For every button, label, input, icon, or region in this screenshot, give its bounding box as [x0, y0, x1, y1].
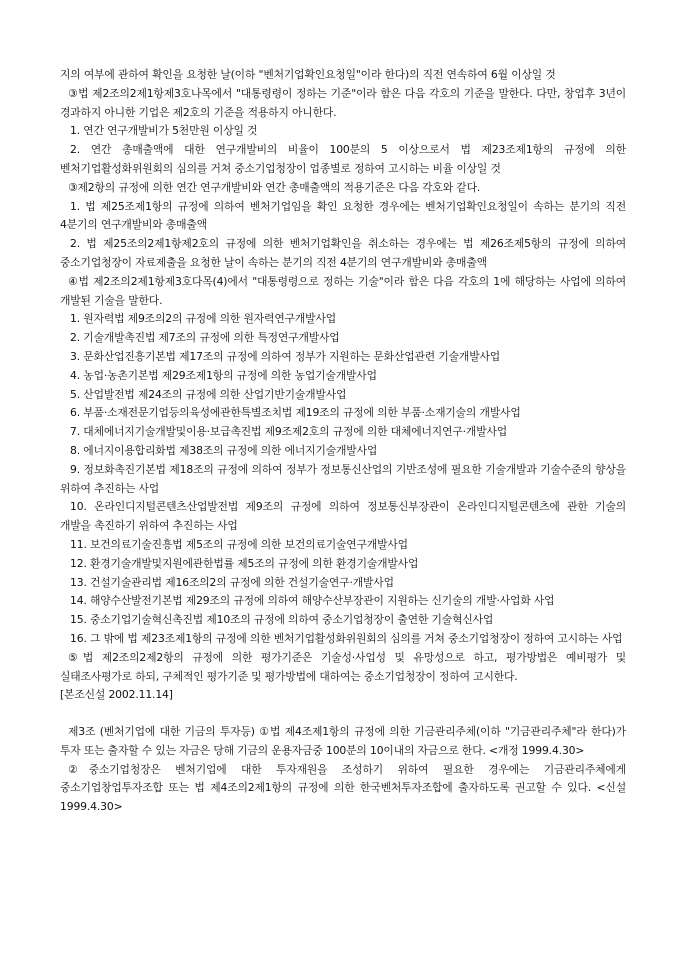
paragraph-p12: 4. 농업·농촌기본법 제29조제1항의 규정에 의한 농업기술개발사업 — [70, 368, 377, 382]
paragraph-p26: [본조신설 2002.11.14] — [60, 688, 173, 702]
paragraph-p18: 10. 온라인디지털콘텐츠산업발전법 제9조의 규정에 의하여 정보통신부장관이 온라인디지털콘텐츠에 관한 기술의 개발을 촉진하기 위하여 추진하는 사업 — [60, 500, 626, 533]
paragraph-p27: 제3조 (벤처기업에 대한 기금의 투자등) ①법 제4조제1항의 규정에 의한 기금관리주체(이하 "기금관리주체"라 한다)가 투자 또는 출자할 수 있는 자금은 당해 기금의 운용자금중 100분의 10이내의 자금으로 한다. <개정 1999.4.30> — [60, 725, 626, 757]
paragraph-p23: 15. 중소기업기술혁신촉진법 제10조의 규정에 의하여 중소기업청장이 출연한 기술혁신사업 — [70, 613, 494, 627]
paragraph-p04: 2. 연간 총매출액에 대한 연구개발비의 비율이 100분의 5 이상으로서 법 제23조제1항의 규정에 의한 벤처기업활성화위원회의 심의를 거쳐 중소기업청장이 업종별로 정하여 고시하는 비율 이상일 것 — [60, 143, 626, 175]
paragraph-p10: 2. 기술개발촉진법 제7조의 규정에 의한 특정연구개발사업 — [70, 331, 340, 345]
paragraph-p15: 7. 대체에너지기술개발및이용·보급촉진법 제9조제2호의 규정에 의한 대체에너지연구·개발사업 — [70, 425, 508, 439]
paragraph-p17: 9. 정보화촉진기본법 제18조의 규정에 의하여 정부가 정보통신산업의 기반조성에 필요한 기술개발과 기술수준의 향상을 위하여 추진하는 사업 — [60, 462, 626, 495]
paragraph-p21: 13. 건설기술관리법 제16조의2의 규정에 의한 건설기술연구·개발사업 — [70, 575, 394, 589]
document-body — [60, 66, 626, 817]
article-3-section — [60, 723, 626, 817]
paragraph-p22: 14. 해양수산발전기본법 제29조의 규정에 의하여 해양수산부장관이 지원하는 신기술의 개발·사업화 사업 — [70, 594, 555, 608]
article-2-section — [60, 66, 626, 705]
paragraph-p28: ②중소기업청장은 벤처기업에 대한 투자재원을 조성하기 위하여 필요한 경우에는 기금관리주체에게 중소기업창업투자조합 또는 법 제4조의2제1항의 규정에 의한 한국벤처투자조합에 출자하도록 권고할 수 있다. <신설 1999.4.30> — [60, 762, 626, 814]
paragraph-p19: 11. 보건의료기술진흥법 제5조의 규정에 의한 보건의료기술연구개발사업 — [70, 537, 408, 551]
paragraph-p06: 1. 법 제25조제1항의 규정에 의하여 벤처기업임을 확인 요청한 경우에는 벤처기업확인요청일이 속하는 분기의 직전 4분기의 연구개발비와 총매출액 — [60, 199, 626, 232]
paragraph-p02: ③법 제2조의2제1항제3호나목에서 "대통령령이 정하는 기준"이라 함은 다음 각호의 기준을 말한다. 다만, 창업후 3년이 경과하지 아니한 기업은 제2호의 기준을 적용하지 아니한다. — [60, 86, 626, 119]
paragraph-p07: 2. 법 제25조의2제1항제2호의 규정에 의한 벤처기업확인을 취소하는 경우에는 법 제26조제5항의 규정에 의하여 중소기업청장이 자료제출을 요청한 날이 속하는 분기의 직전 4분기의 연구개발비와 총매출액 — [60, 237, 626, 269]
paragraph-p25: ⑤법 제2조의2제2항의 규정에 의한 평가기준은 기술성·사업성 및 유망성으로 하고, 평가방법은 예비평가 및 실태조사평가로 하되, 구체적인 평가기준 및 평가방법에 대하여는 중소기업청장이 정하여 고시한다. — [60, 650, 626, 683]
paragraph-p16: 8. 에너지이용합리화법 제38조의 규정에 의한 에너지기술개발사업 — [70, 443, 378, 457]
paragraph-p09: 1. 원자력법 제9조의2의 규정에 의한 원자력연구개발사업 — [70, 312, 337, 326]
paragraph-p24: 16. 그 밖에 법 제23조제1항의 규정에 의한 벤처기업활성화위원회의 심의를 거쳐 중소기업청장이 정하여 고시하는 사업 — [70, 631, 623, 645]
paragraph-p08: ④법 제2조의2제1항제3호다목(4)에서 "대통령령으로 정하는 기술"이라 함은 다음 각호의 1에 해당하는 사업에 의하여 개발된 기술을 말한다. — [60, 274, 626, 307]
article-gap — [60, 705, 626, 723]
paragraph-p03: 1. 연간 연구개발비가 5천만원 이상일 것 — [70, 124, 258, 138]
paragraph-p13: 5. 산업발전법 제24조의 규정에 의한 산업기반기술개발사업 — [70, 387, 347, 401]
paragraph-p05: ③제2항의 규정에 의한 연간 연구개발비와 연간 총매출액의 적용기준은 다음 각호와 같다. — [68, 180, 481, 194]
paragraph-p20: 12. 환경기술개발및지원에관한법률 제5조의 규정에 의한 환경기술개발사업 — [70, 556, 419, 570]
paragraph-p11: 3. 문화산업진흥기본법 제17조의 규정에 의하여 정부가 지원하는 문화산업관련 기술개발사업 — [70, 349, 501, 363]
paragraph-p01: 지의 여부에 관하여 확인을 요청한 날(이하 "벤처기업확인요청일"이라 한다)의 직전 연속하여 6월 이상일 것 — [60, 68, 556, 81]
paragraph-p14: 6. 부품·소재전문기업등의육성에관한특별조치법 제19조의 규정에 의한 부품·소재기술의 개발사업 — [70, 406, 521, 420]
